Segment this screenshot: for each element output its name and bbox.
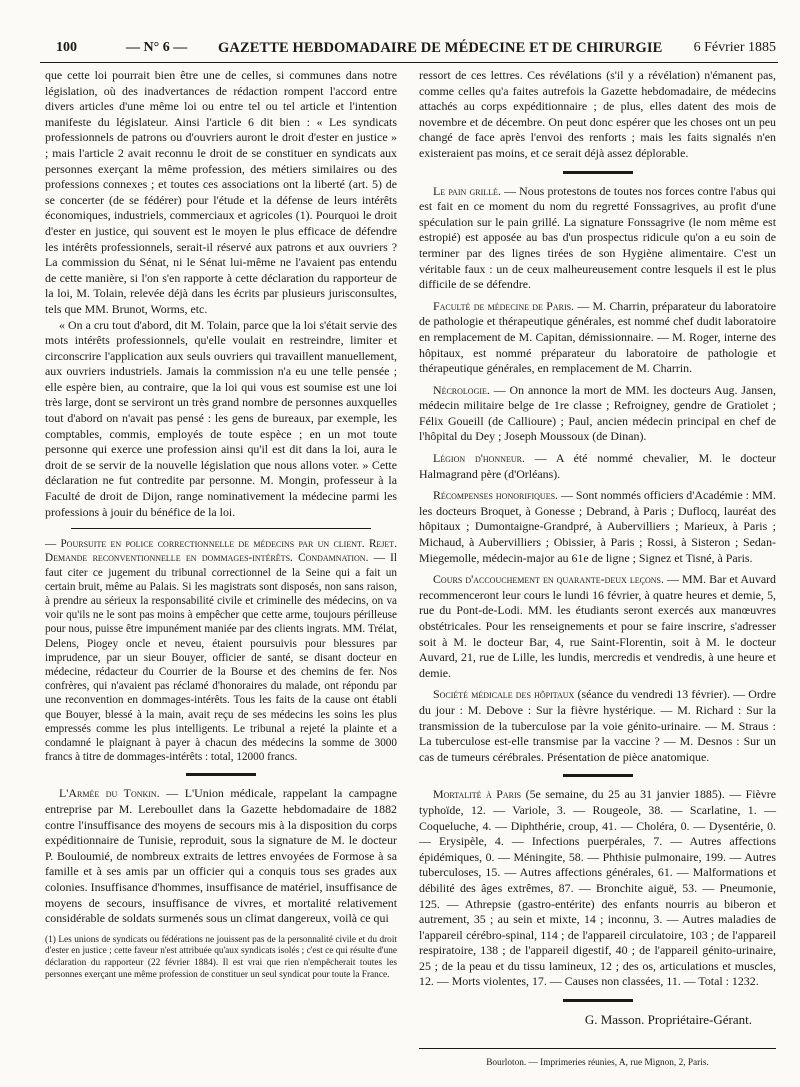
article-necrologie-heading: Nécrologie. [433, 382, 490, 397]
issue-number: — N° 6 — [126, 40, 188, 55]
article-pain-grille-body: — Nous protestons de toutes nos forces contre l'abus qui est fait en ce moment du nom du regretté Fonssagrives, au profit d'une spéculation sur le pain grillé. La signature Fonssagrive (le nom même est estropié) est apposée au bas d'un prospectus ridicule qu'on a eu soin de terminer par des lignes tirées de son Hygiène alimentaire. C'est un véritable faux : un de ceux malheureusement contre lesquels il est le plus difficile de se défendre. [419, 183, 776, 292]
footer-rule [419, 1048, 776, 1049]
right-column [419, 68, 776, 1071]
article-tonkin [45, 786, 397, 926]
article-mortalite-heading: Mortalité à Paris [433, 787, 522, 802]
article-pain-grille [419, 184, 776, 293]
article-necrologie [419, 383, 776, 445]
article-legion-body: — A été nommé chevalier, M. le docteur Halmagrand père (d'Orléans). [419, 451, 776, 481]
left-column [45, 68, 397, 981]
article-societe-medicale [419, 687, 776, 765]
article-mortalite-body: (5e semaine, du 25 au 31 janvier 1885). — Fièvre typhoïde, 12. — Variole, 3. — Rougeole, 38. — Scarlatine, 1. — Coqueluche, 4. — Diphthérie, croup, 41. — Choléra, 0. — Dysentérie, 0. — Erysipèle, 4. — Infections puerpérales, 7. — Autres affections épidémiques, 0. — Méningite, 58. — Phthisie pulmonaire, 199. — Autres tuberculoses, 15. — Autres affections générales, 61. — Malformations et débilité des âges extrêmes, 87. — Bronchite aiguë, 53. — Pneumonie, 125. — Athrepsie (gastro-entérite) des enfants nourris au biberon et autrement, 35 ; au sein et mixte, 14 ; inconnu, 3. — Autres maladies de l'appareil cérébro-spinal, 114 ; de l'appareil circulatoire, 103 ; de l'appareil respiratoire, 138 ; de l'appareil digestif, 40 ; de l'appareil génito-urinaire, 25 ; de la peau et du tissu lamineux, 12 ; des os, articulations et muscles, 12. — Morts violentes, 17. — Causes non classées, 11. — Total : 1232. [419, 787, 776, 989]
article-tonkin-body: — L'Union médicale, rappelant la campagne entreprise par M. Lereboullet dans la Gazette hebdomadaire de 1882 contre l'insuffisance des moyens de secours mis à la disposition du corps expéditionnaire de Tunisie, reproduit, sous la signature de M. le docteur P. Bouloumié, de nombreux extraits de lettres envoyées de Formose à sa famille et à ses amis par un officier qui a conquis tous ses grades aux colonies. Insuffisance d'hommes, insuffisance de matériel, insuffisance de moyens de secours, insuffisance de vivres, et mortalité relativement considérable de soldats surmenés sous un climat dangereux, voilà ce qui [45, 786, 397, 926]
article-necrologie-body: — On annonce la mort de MM. les docteurs Aug. Jansen, médecin militaire belge de 1re classe ; Refroigney, gendre de Gratiolet ; Félix Goueill (de Callioure) ; Paul, ancien médecin principal en chef de l'hôpital du Dey ; Joseph Moussoux (de Dinan). [419, 382, 776, 444]
article-tolain-quote: « On a cru tout d'abord, dit M. Tolain, parce que la loi s'était servie des mots intérêts professionnels, qu'elle voulait en restreindre, limiter et circonscrire l'application aux seuls ouvriers qui travaillent manuellement, aux ouvriers industriels. Jamais la commission n'a eu une telle pensée ; elle espère bien, au contraire, que la loi qui vous est soumise est une loi très large, dont se serviront un très grand nombre de personnes auxquelles tout d'abord on n'avait pas pensé : les gens de bureaux, par exemple, les comptables, commis, employés de toute espèce ; en un mot toute personne qui exerce une profession ainsi qu'il est dit dans la loi, aura le droit de se servir de la nouvelle législation que nous allons voter. » Cette déclaration ne fut contredite par personne. M. Mongin, professeur à la Faculté de droit de Dijon, range nominativement la médecine parmi les professions à jouir du bénéfice de la loi. [45, 317, 397, 519]
article-tonkin-continued: ressort de ces lettres. Ces révélations (s'il y a révélation) n'émanent pas, comme celles qu'a faites autrefois la Gazette hebdomadaire, de médecins attachés au corps expéditionnaire ; de plus, elles datent des mois de novembre et de décembre. On peut donc espérer que les choses ont un peu changé de face après l'envoi des renforts ; mais les faits signalés n'en existeraient pas moins, et ce serait déjà assez déplorable. [419, 68, 776, 160]
section-divider [563, 999, 633, 1002]
article-societe-body: (séance du vendredi 13 février). — Ordre du jour : M. Debove : Sur la fièvre hystérique. — M. Richard : Sur la transmission de la tuberculose par la voie génito-urinaire. — M. Straus : La tuberculose est-elle transmise par la vaccine ? — M. Desnos : Sur un cas de tumeurs cérébrales. Présentation de pièce anatomique. [419, 687, 776, 764]
article-legion-honneur [419, 451, 776, 482]
article-recompenses [419, 488, 776, 566]
article-syndicats-continued: que cette loi pourrait bien être une de celles, si communes dans notre législation, où des inadvertances de rédaction rompent l'accord entre divers articles d'une même loi ou entre tel ou tel article et l'intention manifeste du législateur. Ainsi l'article 6 dit bien : « Les syndicats professionnels de patrons ou d'ouvriers auront le droit d'ester en justice » ; mais l'article 2 avait reconnu le droit de se constituer en syndicats aux personnes exerçant la même profession, des métiers similaires ou des professions connexes ; et toutes ces associations ont la liberté (art. 5) de se concerter (de se fédérer) pour l'étude et la défense de leurs intérêts économiques, industriels, commerciaux et agricoles (1). Pourquoi le droit d'ester en justice, qui souvent est le moyen le plus efficace de défendre les intérêts professionnels, serait-il réservé aux patrons et aux ouvriers ? La commission du Sénat, ni le Sénat lui-même ne l'avaient pas entendu de cette manière, si l'on s'en rapporte à cette déclaration du rapporteur de la loi, M. Tolain, relevée déjà dans les écrits par plusieurs jurisconsultes, tels que MM. Brunot, Worms, etc. [45, 68, 397, 316]
article-tonkin-heading: L'Armée du Tonkin. [59, 786, 160, 801]
article-legion-heading: Légion d'honneur. [433, 451, 525, 466]
section-divider [563, 774, 633, 777]
section-divider [563, 171, 633, 174]
section-divider [71, 528, 371, 529]
issue-date: 6 Février 1885 [693, 40, 776, 55]
page-header [40, 38, 778, 63]
article-cours-body: — MM. Bar et Auvard recommenceront leur cours le lundi 16 février, à quatre heures et demie, 5, rue du Pont-de-Lodi. MM. les étudiants seront exercés aux manœuvres obstétricales. Pour les renseignements et pour se faire inscrire, s'adresser soit à M. le docteur Bar, 4, rue Saint-Florentin, soit à M. le docteur Auvard, 21, rue de Lille, les lundis, mercredis et vendredis, à une heure et demie. [419, 572, 776, 680]
article-cours-accouchement [419, 572, 776, 681]
article-faculte [419, 299, 776, 377]
article-mortalite [419, 787, 776, 990]
printer-imprint: Bourloton. — Imprimeries réunies, A, rue Mignon, 2, Paris. [486, 1057, 709, 1068]
article-societe-heading: Société médicale des hôpitaux [433, 687, 575, 702]
article-faculte-body: — M. Charrin, préparateur du laboratoire de pathologie et thérapeutique générales, est nommé chef dudit laboratoire en remplacement de M. Capitan, démissionnaire. — M. Roger, interne des hôpitaux, est nommé préparateur du laboratoire de pathologie et thérapeutique générales, en remplacement de M. Charrin. [419, 298, 776, 376]
article-poursuite-body: — Il faut citer ce jugement du tribunal correctionnel de la Seine qui a fait un certain bruit, même au Palais. Si les magistrats sont disposés, non sans raison, à prendre au sérieux la responsabilité civile et criminelle des médecins, on va voir qu'ils ne le sont pas moins à empêcher que cette arme, toujours périlleuse pour nous, puisse être impunément maniée par des clients ingrats. MM. Trélat, Delens, Piogey oncle et neveu, étaient poursuivis pour blessures par imprudence, par un sieur Bouyer, officier de santé, se disant docteur en médecine, rédacteur du Courrier de la Bourse et des chemins de fer. Nos confrères, qui n'avaient pas réclamé d'honoraires du malade, ont répondu par une reconvention en dommages-intérêts. Tous les faits de la cause ont établi que Bouyer, blessé à la main, avait reçu de ses médecins les soins les plus empressés comme les plus intelligents. Le tribunal a rejeté la plainte et a condamné le plaignant à payer à chacun des médecins la somme de 3000 francs à titre de dommages-intérêts : total, 12000 francs. [45, 552, 398, 764]
article-cours-heading: Cours d'accouchement en quarante-deux leçons. [433, 572, 664, 587]
article-faculte-heading: Faculté de médecine de Paris. [433, 298, 575, 313]
article-recompenses-body: — Sont nommés officiers d'Académie : MM. les docteurs Broquet, à Gonesse ; Debrand, à Paris ; Duflocq, lauréat des hôpitaux ; Dumontaigne-Grandpré, à Aubervilliers ; Marieux, à Paris ; Michaud, à Aubervilliers ; Obissier, à Paris ; Rossi, à Sisteron ; Sedan-Miegemolle, médecin-major au 61e de ligne ; Signez et Tisné, à Paris. [419, 488, 776, 565]
article-poursuite [45, 537, 397, 764]
page-number: 100 [56, 40, 77, 55]
footnote: (1) Les unions de syndicats ou fédérations ne jouissent pas de la personnalité civile et du droit d'ester en justice ; cette faveur n'est attribuée qu'aux syndicats isolés ; c'est ce qui résulte d'une déclaration du rapporteur (22 février 1884). Il est vrai que rien n'empêcherait toutes les personnes exerçant une même profession de constituer un seul syndicat pour toute la France. [45, 934, 397, 980]
publisher-signature: G. Masson. Propriétaire-Gérant. [584, 1012, 752, 1028]
section-divider [186, 773, 256, 776]
article-poursuite-heading: — Poursuite en police correctionnelle de médecins par un client. Rejet. Demande reconventionnelle en dommages-intérêts. Condamnation. [45, 538, 397, 565]
article-pain-grille-heading: Le pain grillé. [433, 183, 501, 198]
article-recompenses-heading: Récompenses honorifiques. [433, 488, 559, 503]
journal-title: GAZETTE HEBDOMADAIRE DE MÉDECINE ET DE CHIRURGIE [218, 40, 663, 56]
